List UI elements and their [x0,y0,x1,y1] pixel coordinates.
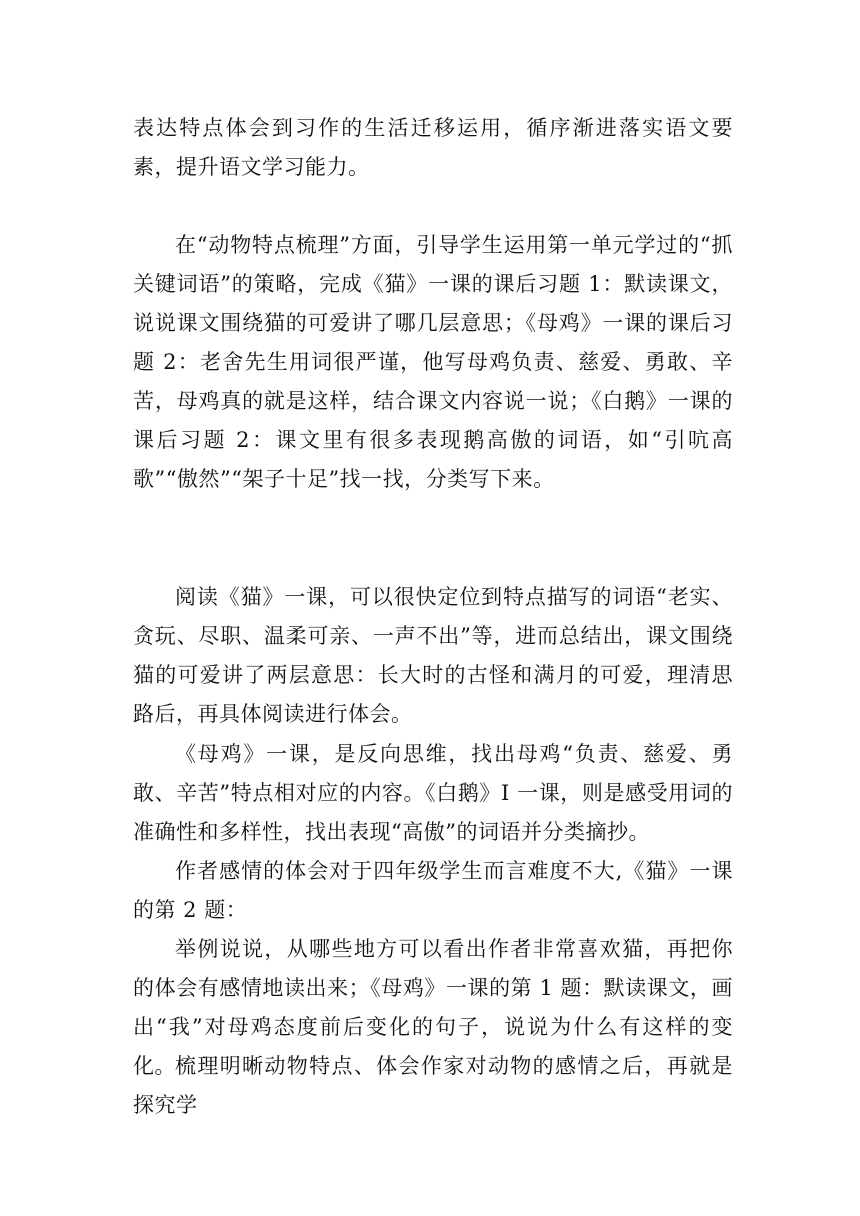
paragraph-7: 梳理明晰动物特点、体会作家对动物的感情之后，再就是探究学 [133,1054,733,1117]
paragraph-2: 在“动物特点梳理”方面，引导学生运用第一单元学过的“抓关键词语”的策略，完成《猫》一课的课后习题 1：默读课文，说说课文围绕猫的可爱讲了哪几层意思；《母鸡》一课的课后习题 2：老舍先生用词很严谨，他写母鸡负责、慈爱、勇敢、辛苦，母鸡真的就是这样，结合课文内容说一说；《白鹅》一课的课后习题 2：课文里有很多表现鹅高傲的词语，如“引吭高歌”“傲然”“架子十足”找一找，分类写下来。 [133,233,733,491]
paragraph-5: 作者感情的体会对于四年级学生而言难度不大,《猫》一课的第 2 题： [133,859,733,922]
paragraph-3: 阅读《猫》一课，可以很快定位到特点描写的词语“老实、贪玩、尽职、温柔可亲、一声不出”等，进而总结出，课文围绕猫的可爱讲了两层意思：长大时的古怪和满月的可爱，理清思路后，再具体阅读进行体会。 [133,585,733,726]
paragraph-1: 表达特点体会到习作的生活迁移运用，循序渐进落实语文要素，提升语文学习能力。 [133,116,733,179]
paragraph-4: 《母鸡》一课，是反向思维，找出母鸡“负责、慈爱、勇敢、辛苦”特点相对应的内容。《白鹅》I 一课，则是感受用词的准确性和多样性，找出表现“高傲”的词语并分类摘抄。 [133,742,733,844]
paragraph-6: 举例说说，从哪些地方可以看出作者非常喜欢猫，再把你的体会有感情地读出来；《母鸡》一课的第 1 题：默读课文，画出“我”对母鸡态度前后变化的句子，说说为什么有这样的变化。 [133,937,733,1078]
